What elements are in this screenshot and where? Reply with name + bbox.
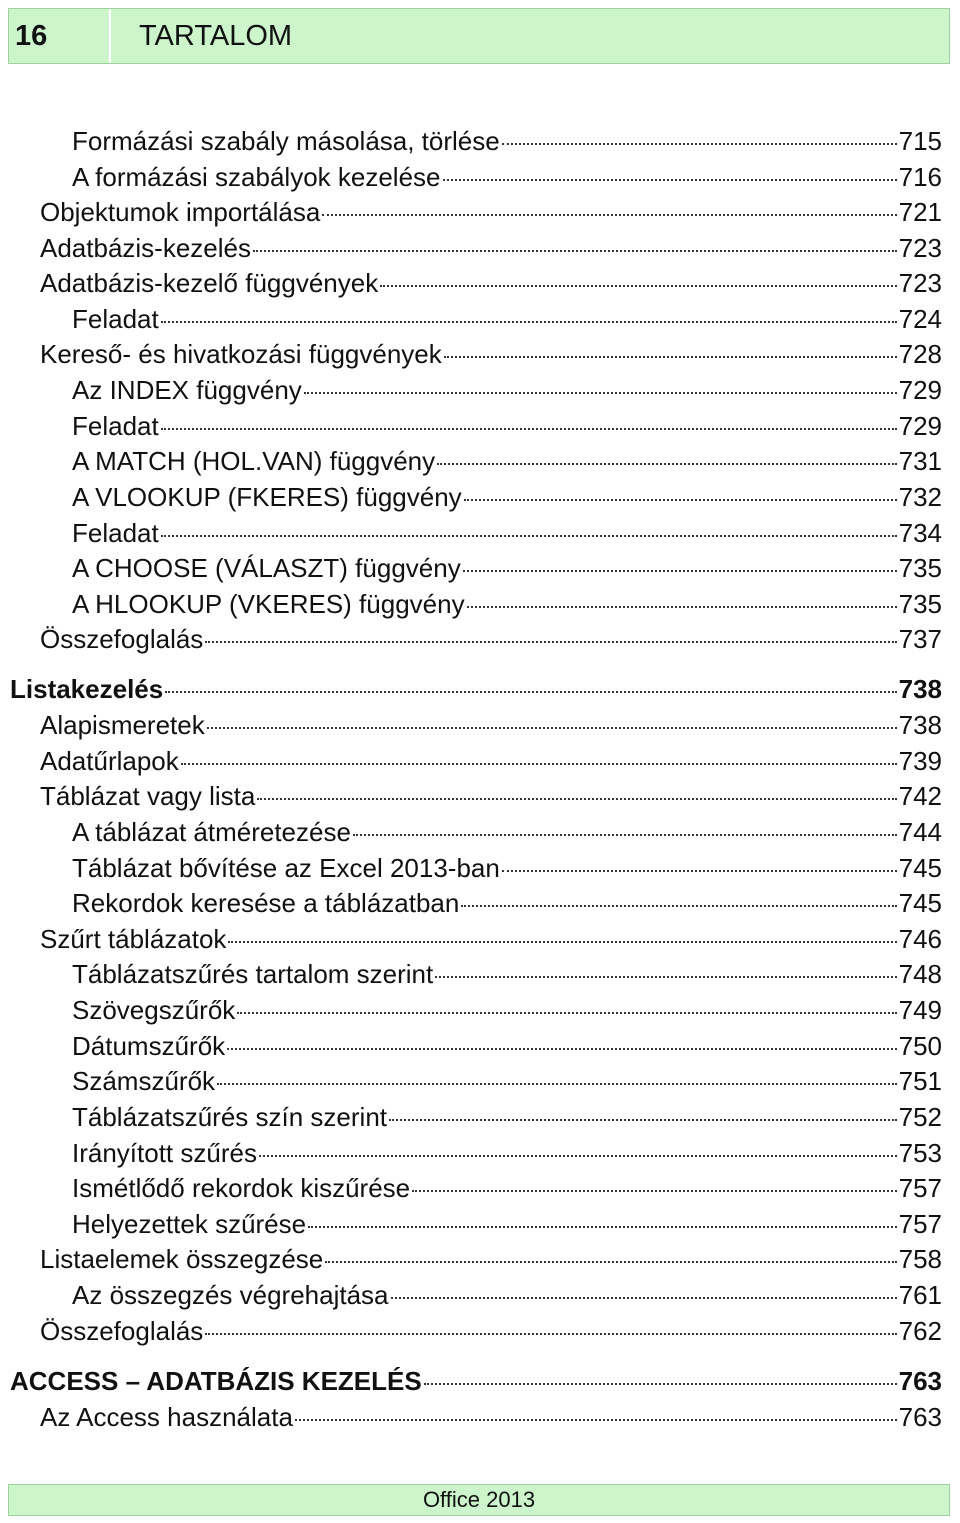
toc-page-number: 735 <box>898 553 942 583</box>
toc-entry-title: Kereső- és hivatkozási függvények <box>40 339 442 369</box>
toc-entry[interactable] <box>72 1029 942 1063</box>
toc-dot-leader <box>353 834 897 836</box>
toc-page-number: 721 <box>898 197 942 227</box>
toc-dot-leader <box>227 1048 896 1050</box>
toc-entry-title: Listaelemek összegzése <box>40 1244 324 1274</box>
toc-entry[interactable] <box>40 337 942 371</box>
toc-chapter-entry[interactable] <box>10 672 942 706</box>
toc-page-number: 761 <box>898 1280 942 1310</box>
toc-page-number: 758 <box>898 1244 942 1274</box>
toc-page-number: 729 <box>898 411 942 441</box>
toc-entry-title: Táblázat bővítése az Excel 2013-ban <box>72 853 500 883</box>
toc-entry[interactable] <box>40 1242 942 1276</box>
toc-page-number: 753 <box>898 1138 942 1168</box>
toc-dot-leader <box>217 1083 897 1085</box>
toc-entry-title: Szűrt táblázatok <box>40 924 227 954</box>
toc-entry-title: Adatbázis-kezelés <box>40 233 251 263</box>
toc-entry-title: Adatűrlapok <box>40 746 179 776</box>
toc-page-number: 757 <box>898 1173 942 1203</box>
toc-page-number: 737 <box>898 624 942 654</box>
toc-dot-leader <box>161 428 897 430</box>
toc-entry[interactable] <box>40 622 942 656</box>
toc-entry[interactable] <box>40 1400 942 1434</box>
toc-dot-leader <box>181 763 897 765</box>
toc-entry[interactable] <box>72 886 942 920</box>
toc-entry-title: Formázási szabály másolása, törlése <box>72 126 500 156</box>
toc-page-number: 715 <box>898 126 942 156</box>
toc-entry[interactable] <box>72 444 942 478</box>
toc-entry-title: Listakezelés <box>10 674 164 704</box>
toc-page-number: 728 <box>898 339 942 369</box>
toc-entry[interactable] <box>72 1136 942 1170</box>
toc-entry[interactable] <box>72 1171 942 1205</box>
toc-entry[interactable] <box>72 480 942 514</box>
toc-dot-leader <box>165 691 896 693</box>
toc-entry[interactable] <box>72 815 942 849</box>
toc-entry[interactable] <box>72 587 942 621</box>
toc-dot-leader <box>161 321 897 323</box>
toc-dot-leader <box>444 356 897 358</box>
toc-entry-title: A CHOOSE (VÁLASZT) függvény <box>72 553 461 583</box>
page-title: TARTALOM <box>139 20 293 52</box>
toc-dot-leader <box>502 143 897 145</box>
toc-dot-leader <box>205 641 896 643</box>
toc-dot-leader <box>461 905 896 907</box>
toc-page-number: 723 <box>898 233 942 263</box>
toc-entry[interactable] <box>40 266 942 300</box>
toc-entry-title: A táblázat átméretezése <box>72 817 351 847</box>
toc-page-number: 738 <box>898 674 942 704</box>
toc-entry-title: Táblázatszűrés szín szerint <box>72 1102 388 1132</box>
toc-entry[interactable] <box>72 993 942 1027</box>
toc-dot-leader <box>391 1297 897 1299</box>
toc-entry[interactable] <box>40 779 942 813</box>
toc-entry-title: Feladat <box>72 304 159 334</box>
toc-entry[interactable] <box>40 922 942 956</box>
toc-page-number: 744 <box>898 817 942 847</box>
toc-dot-leader <box>205 1333 896 1335</box>
toc-page-number: 738 <box>898 710 942 740</box>
toc-dot-leader <box>463 570 897 572</box>
toc-entry-title: Feladat <box>72 411 159 441</box>
toc-page-number: 751 <box>898 1066 942 1096</box>
toc-entry-title: Objektumok importálása <box>40 197 321 227</box>
page-footer <box>8 1484 950 1516</box>
toc-dot-leader <box>308 1226 897 1228</box>
toc-dot-leader <box>380 285 896 287</box>
toc-entry-title: Táblázatszűrés tartalom szerint <box>72 959 434 989</box>
toc-dot-leader <box>467 606 897 608</box>
toc-entry-title: Helyezettek szűrése <box>72 1209 307 1239</box>
toc-entry-title: Táblázat vagy lista <box>40 781 256 811</box>
toc-page-number: 750 <box>898 1031 942 1061</box>
toc-page-number: 742 <box>898 781 942 811</box>
toc-chapter-entry[interactable] <box>10 1364 942 1398</box>
toc-entry[interactable] <box>72 1100 942 1134</box>
toc-entry-title: Rekordok keresése a táblázatban <box>72 888 460 918</box>
toc-entry[interactable] <box>72 302 942 336</box>
toc-entry-title: A formázási szabályok kezelése <box>72 162 441 192</box>
toc-dot-leader <box>443 179 897 181</box>
toc-page-number: 739 <box>898 746 942 776</box>
toc-dot-leader <box>412 1190 896 1192</box>
toc-page-number: 716 <box>898 162 942 192</box>
toc-entry-title: Adatbázis-kezelő függvények <box>40 268 379 298</box>
toc-page-number: 723 <box>898 268 942 298</box>
toc-page-number: 729 <box>898 375 942 405</box>
toc-page-number: 763 <box>898 1366 942 1396</box>
toc-entry-title: Összefoglalás <box>40 1316 204 1346</box>
toc-entry[interactable] <box>72 373 942 407</box>
header-divider <box>109 9 111 63</box>
toc-dot-leader <box>259 1155 897 1157</box>
toc-entry[interactable] <box>72 851 942 885</box>
toc-entry-title: ACCESS – ADATBÁZIS KEZELÉS <box>10 1366 422 1396</box>
toc-page-number: 762 <box>898 1316 942 1346</box>
toc-dot-leader <box>304 392 897 394</box>
toc-entry[interactable] <box>72 957 942 991</box>
toc-page-number: 732 <box>898 482 942 512</box>
toc-entry-title: Irányított szűrés <box>72 1138 257 1168</box>
toc-dot-leader <box>253 250 897 252</box>
toc-dot-leader <box>502 870 897 872</box>
toc-entry[interactable] <box>40 195 942 229</box>
toc-entry-title: A HLOOKUP (VKERES) függvény <box>72 589 465 619</box>
toc-entry-title: Az Access használata <box>40 1402 293 1432</box>
toc-page-number: 745 <box>898 888 942 918</box>
toc-dot-leader <box>295 1419 897 1421</box>
toc-dot-leader <box>228 941 896 943</box>
toc-dot-leader <box>322 214 896 216</box>
toc-page-number: 734 <box>898 518 942 548</box>
toc-dot-leader <box>435 976 896 978</box>
toc-entry-title: Számszűrők <box>72 1066 216 1096</box>
toc-dot-leader <box>437 463 896 465</box>
toc-entry-title: Összefoglalás <box>40 624 204 654</box>
toc-entry-title: A MATCH (HOL.VAN) függvény <box>72 446 436 476</box>
footer-text: Office 2013 <box>422 1487 536 1512</box>
toc-entry-title: Alapismeretek <box>40 710 205 740</box>
toc-entry[interactable] <box>40 708 942 742</box>
toc-dot-leader <box>424 1383 897 1385</box>
page-number: 16 <box>15 20 48 52</box>
toc-page-number: 731 <box>898 446 942 476</box>
toc-entry[interactable] <box>72 1207 942 1241</box>
toc-dot-leader <box>161 535 897 537</box>
toc-entry-title: Ismétlődő rekordok kiszűrése <box>72 1173 411 1203</box>
toc-entry[interactable] <box>72 551 942 585</box>
toc-entry[interactable] <box>40 231 942 265</box>
toc-dot-leader <box>257 798 896 800</box>
toc-entry[interactable] <box>72 160 942 194</box>
toc-page-number: 757 <box>898 1209 942 1239</box>
toc-page-number: 748 <box>898 959 942 989</box>
page-header <box>8 8 950 64</box>
toc-page-number: 735 <box>898 589 942 619</box>
toc-entry-title: Az INDEX függvény <box>72 375 302 405</box>
toc-entry[interactable] <box>40 744 942 778</box>
toc-page-number: 749 <box>898 995 942 1025</box>
toc-entry-title: Feladat <box>72 518 159 548</box>
toc-entry[interactable] <box>40 1314 942 1348</box>
toc-entry-title: Dátumszűrők <box>72 1031 226 1061</box>
toc-dot-leader <box>325 1261 896 1263</box>
toc-entry-title: Szövegszűrők <box>72 995 236 1025</box>
toc-entry[interactable] <box>72 1278 942 1312</box>
toc-page-number: 746 <box>898 924 942 954</box>
toc-page-number: 724 <box>898 304 942 334</box>
toc-entry-title: A VLOOKUP (FKERES) függvény <box>72 482 462 512</box>
toc-entry[interactable] <box>72 409 942 443</box>
toc-page-number: 752 <box>898 1102 942 1132</box>
toc-page-number: 745 <box>898 853 942 883</box>
toc-dot-leader <box>207 727 897 729</box>
toc-entry[interactable] <box>72 1064 942 1098</box>
toc-entry-title: Az összegzés végrehajtása <box>72 1280 389 1310</box>
toc-entry[interactable] <box>72 124 942 158</box>
toc-dot-leader <box>237 1012 896 1014</box>
toc-dot-leader <box>464 499 897 501</box>
toc-page-number: 763 <box>898 1402 942 1432</box>
toc-entry[interactable] <box>72 516 942 550</box>
toc-dot-leader <box>389 1119 897 1121</box>
